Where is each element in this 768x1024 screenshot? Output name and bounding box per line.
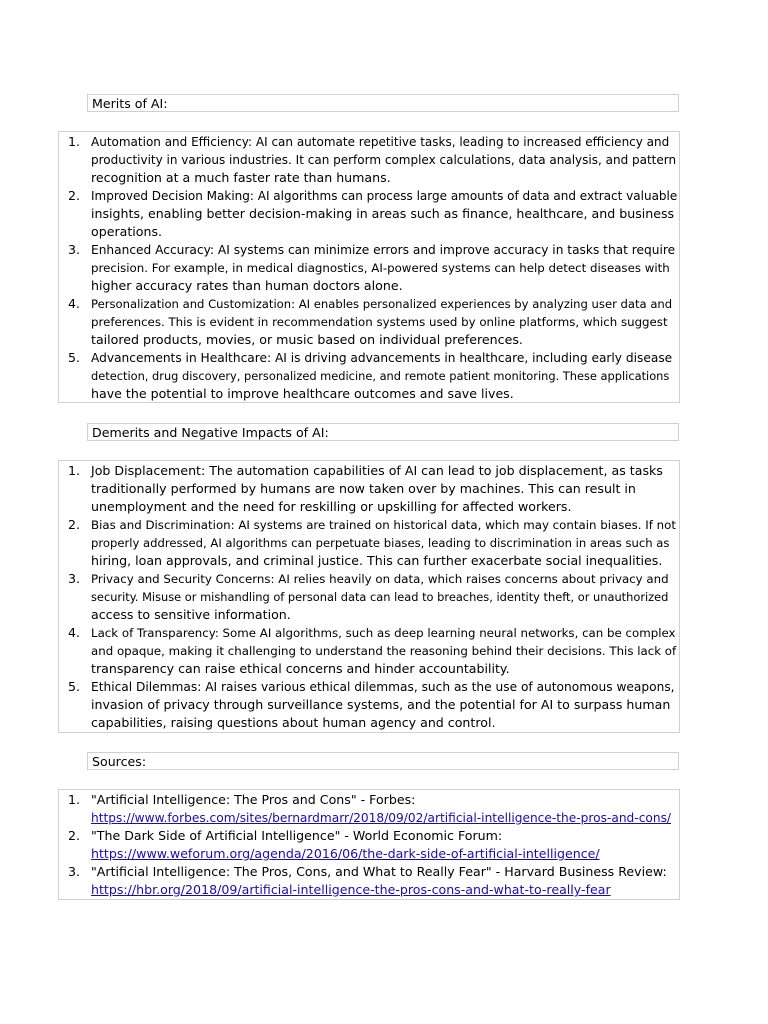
list-item [59, 570, 679, 624]
list-text-line: Ethical Dilemmas: AI raises various ethical dilemmas, such as the use of autonomous weapons, [91, 680, 675, 694]
source-item [59, 791, 679, 827]
list-number: 2. [68, 188, 81, 203]
merits-list [58, 131, 680, 403]
list-text-line: precision. For example, in medical diagnostics, AI-powered systems can help detect diseases with [91, 261, 670, 275]
list-text-line: Enhanced Accuracy: AI systems can minimize errors and improve accuracy in tasks that require [91, 243, 676, 257]
list-item [59, 241, 679, 295]
demerits-heading [87, 423, 679, 441]
list-item [59, 624, 679, 678]
list-number: 1. [68, 463, 81, 478]
list-text-line: detection, drug discovery, personalized medicine, and remote patient monitoring. These applications [91, 369, 670, 383]
list-text-line: higher accuracy rates than human doctors alone. [91, 278, 403, 293]
list-number: 2. [68, 828, 81, 843]
list-number: 3. [68, 571, 81, 586]
list-item [59, 462, 679, 516]
list-text-line: preferences. This is evident in recommendation systems used by online platforms, which suggest [91, 315, 668, 329]
list-item [59, 133, 679, 187]
list-text-line: Advancements in Healthcare: AI is driving advancements in healthcare, including early disease [91, 351, 673, 365]
list-text-line: have the potential to improve healthcare outcomes and save lives. [91, 386, 514, 401]
list-text-line: Automation and Efficiency: AI can automate repetitive tasks, leading to increased efficiency and [91, 135, 670, 149]
source-item [59, 827, 679, 863]
list-text-line: productivity in various industries. It can perform complex calculations, data analysis, and pattern [91, 153, 677, 167]
list-item [59, 678, 679, 732]
list-text-line: properly addressed, AI algorithms can perpetuate biases, leading to discrimination in areas such as [91, 536, 670, 550]
list-text-line: Privacy and Security Concerns: AI relies heavily on data, which raises concerns about privacy and [91, 572, 669, 586]
list-number: 1. [68, 134, 81, 149]
list-item [59, 516, 679, 570]
list-number: 4. [68, 296, 81, 311]
list-number: 2. [68, 517, 81, 532]
list-number: 4. [68, 625, 81, 640]
list-text-line: and opaque, making it challenging to understand the reasoning behind their decisions. This lack of [91, 644, 677, 658]
list-text-line: hiring, loan approvals, and criminal justice. This can further exacerbate social inequalities. [91, 553, 663, 568]
demerits-list [58, 460, 680, 733]
list-text-line: Personalization and Customization: AI enables personalized experiences by analyzing user data and [91, 297, 673, 311]
list-text-line: Improved Decision Making: AI algorithms can process large amounts of data and extract valuable [91, 189, 678, 203]
source-title: "Artificial Intelligence: The Pros, Cons, and What to Really Fear" - Harvard Business Review: [91, 864, 667, 879]
list-text-line: transparency can raise ethical concerns and hinder accountability. [91, 661, 510, 676]
list-number: 3. [68, 242, 81, 257]
list-number: 1. [68, 792, 81, 807]
list-text-line: unemployment and the need for reskilling or upskilling for affected workers. [91, 499, 572, 514]
merits-heading-text: Merits of AI: [92, 96, 168, 111]
list-text-line: Job Displacement: The automation capabilities of AI can lead to job displacement, as tasks [91, 463, 663, 478]
list-number: 3. [68, 864, 81, 879]
source-title: "Artificial Intelligence: The Pros and Cons" - Forbes: [91, 792, 416, 807]
list-text-line: invasion of privacy through surveillance systems, and the potential for AI to surpass human [91, 697, 671, 712]
source-title: "The Dark Side of Artificial Intelligence" - World Economic Forum: [91, 828, 503, 843]
list-text-line: tailored products, movies, or music based on individual preferences. [91, 332, 523, 347]
source-item [59, 863, 679, 899]
sources-list [58, 789, 680, 900]
list-text-line: operations. [91, 224, 163, 239]
list-text-line: capabilities, raising questions about human agency and control. [91, 715, 496, 730]
source-link-hbr[interactable]: https://hbr.org/2018/09/artificial-intelligence-the-pros-cons-and-what-to-really-fear [91, 882, 611, 897]
list-text-line: insights, enabling better decision-making in areas such as finance, healthcare, and business [91, 206, 675, 221]
list-number: 5. [68, 350, 81, 365]
merits-heading [87, 94, 679, 112]
list-text-line: Lack of Transparency: Some AI algorithms, such as deep learning neural networks, can be complex [91, 626, 676, 640]
source-link-weforum[interactable]: https://www.weforum.org/agenda/2016/06/the-dark-side-of-artificial-intelligence/ [91, 846, 600, 861]
sources-heading [87, 752, 679, 770]
list-item [59, 187, 679, 241]
demerits-heading-text: Demerits and Negative Impacts of AI: [92, 425, 329, 440]
list-text-line: security. Misuse or mishandling of personal data can lead to breaches, identity theft, or unauthorized [91, 590, 669, 604]
list-text-line: Bias and Discrimination: AI systems are trained on historical data, which may contain biases. If not [91, 518, 676, 532]
sources-heading-text: Sources: [92, 754, 147, 769]
list-text-line: traditionally performed by humans are now taken over by machines. This can result in [91, 481, 636, 496]
list-item [59, 295, 679, 349]
source-link-forbes[interactable]: https://www.forbes.com/sites/bernardmarr/2018/09/02/artificial-intelligence-the-pros-and-cons/ [91, 811, 672, 825]
list-text-line: access to sensitive information. [91, 607, 291, 622]
list-item [59, 349, 679, 403]
list-text-line: recognition at a much faster rate than humans. [91, 170, 391, 185]
list-number: 5. [68, 679, 81, 694]
